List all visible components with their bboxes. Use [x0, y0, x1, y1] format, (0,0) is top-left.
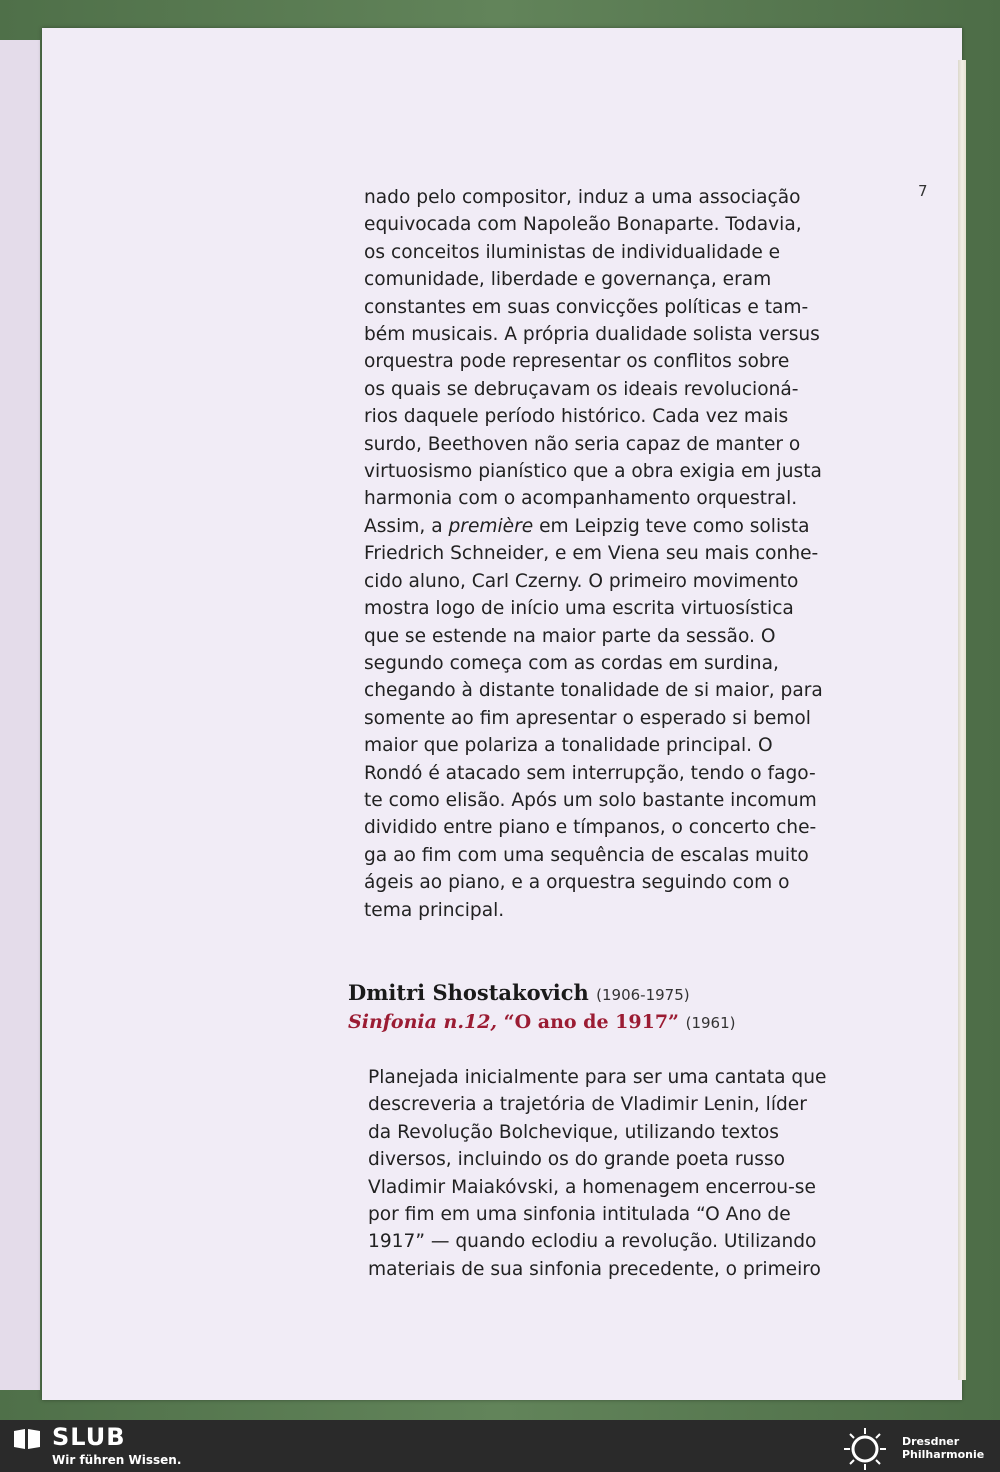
- text-line: que se estende na maior parte da sessão. O: [364, 625, 776, 647]
- body-paragraph-1: [364, 184, 844, 924]
- partner-name[interactable]: [902, 1435, 984, 1461]
- work-title: “O ano de 1917”: [503, 1011, 679, 1033]
- text-line: chegando à distante tonalidade de si maior, para: [364, 680, 823, 702]
- partner-line-2: Philharmonie: [902, 1448, 985, 1461]
- text-line: tema principal.: [364, 899, 505, 921]
- text-line: materiais de sua sinfonia precedente, o primeiro: [368, 1258, 821, 1280]
- footer-bar: [0, 1420, 1000, 1472]
- text-line: virtuosismo pianístico que a obra exigia em justa: [364, 461, 822, 483]
- text-line: da Revolução Bolchevique, utilizando textos: [368, 1121, 779, 1143]
- text-line: Planejada inicialmente para ser uma cantata que: [368, 1067, 827, 1088]
- text-line: Rondó é atacado sem interrupção, tendo o fago-: [364, 762, 816, 784]
- page-number: 7: [918, 182, 928, 200]
- text-line: somente ao fim apresentar o esperado si bemol: [364, 707, 811, 729]
- text-line: nado pelo compositor, induz a uma associação: [364, 187, 801, 208]
- text-line: Friedrich Schneider, e em Viena seu mais conhe-: [364, 543, 819, 565]
- partner-line-1: Dresdner: [902, 1435, 960, 1448]
- text-line: mostra logo de início uma escrita virtuosística: [364, 598, 794, 620]
- work-heading: [348, 1009, 868, 1036]
- text-line: cido aluno, Carl Czerny. O primeiro movimento: [364, 570, 799, 592]
- section-heading: [348, 979, 868, 1036]
- italic-term: première: [448, 515, 534, 537]
- text-fragment: em Leipzig teve como solista: [533, 515, 810, 537]
- text-line: dividido entre piano e tímpanos, o concerto che-: [364, 817, 817, 839]
- text-line: constantes em suas convicções políticas e tam-: [364, 296, 809, 318]
- slub-book-icon: [12, 1428, 42, 1450]
- text-line: 1917” — quando eclodiu a revolução. Utilizando: [368, 1231, 817, 1253]
- text-line: te como elisão. Após um solo bastante incomum: [364, 789, 817, 811]
- text-line: maior que polariza a tonalidade principal. O: [364, 735, 773, 757]
- text-line: descreveria a trajetória de Vladimir Lenin, líder: [368, 1094, 807, 1116]
- body-paragraph-2: [368, 1064, 848, 1283]
- text-line: harmonia com o acompanhamento orquestral.: [364, 488, 798, 510]
- text-line: segundo começa com as cordas em surdina,: [364, 652, 779, 674]
- text-line: rios daquele período histórico. Cada vez mais: [364, 406, 789, 428]
- slub-title[interactable]: SLUB: [52, 1423, 126, 1451]
- text-line: surdo, Beethoven não seria capaz de manter o: [364, 433, 801, 455]
- text-fragment: Assim, a: [364, 515, 449, 537]
- text-line-premiere: [364, 513, 844, 540]
- composer-heading: [348, 979, 868, 1009]
- text-line: comunidade, liberdade e governança, eram: [364, 269, 772, 291]
- left-page-strip: [0, 40, 40, 1390]
- slub-tagline: Wir führen Wissen.: [52, 1453, 182, 1467]
- text-line: bém musicais. A própria dualidade solista versus: [364, 324, 820, 346]
- text-line: ágeis ao piano, e a orquestra seguindo com o: [364, 872, 790, 894]
- text-line: orquestra pode representar os conflitos sobre: [364, 351, 790, 373]
- composer-name: Dmitri Shostakovich: [348, 980, 589, 1005]
- dresdner-philharmonie-logo-icon: [842, 1426, 888, 1472]
- text-line: Vladimir Maiakóvski, a homenagem encerrou-se: [368, 1176, 816, 1198]
- text-line: diversos, incluindo os do grande poeta russo: [368, 1149, 786, 1171]
- composer-years: (1906-1975): [596, 986, 690, 1004]
- text-line: equivocada com Napoleão Bonaparte. Todavia,: [364, 214, 802, 236]
- text-line: os conceitos iluministas de individualidade e: [364, 241, 781, 263]
- text-line: por fim em uma sinfonia intitulada “O Ano de: [368, 1204, 791, 1226]
- work-name: Sinfonia n.12,: [348, 1011, 498, 1033]
- text-line: os quais se debruçavam os ideais revolucioná-: [364, 378, 799, 400]
- text-line: ga ao fim com uma sequência de escalas muito: [364, 844, 809, 866]
- page-edge: [958, 60, 966, 1380]
- work-year: (1961): [685, 1014, 736, 1032]
